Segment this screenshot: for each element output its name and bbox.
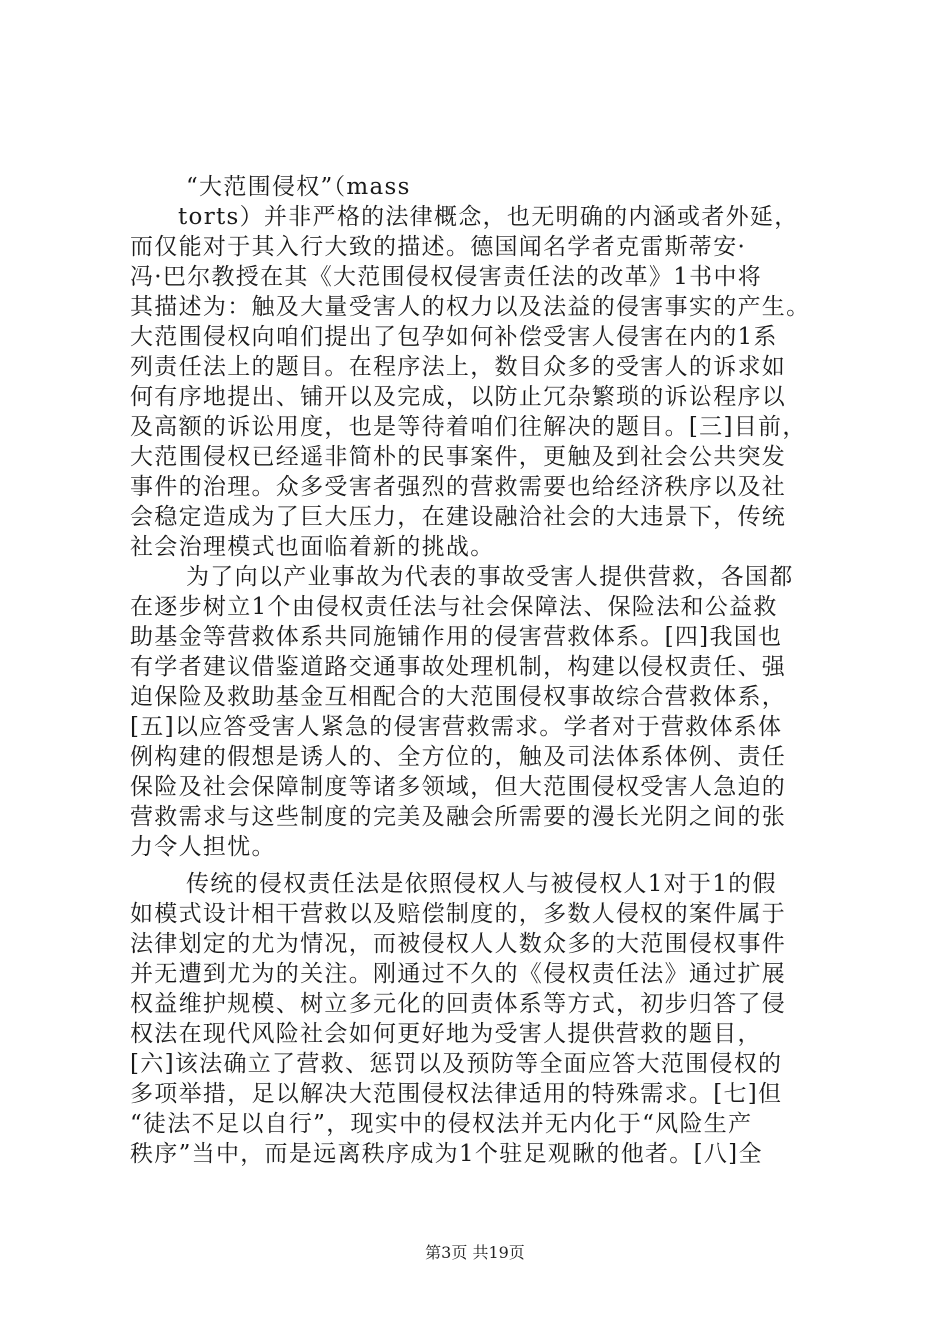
text-line: 而仅能对于其入行大致的描述。德国闻名学者克雷斯蒂安· bbox=[130, 234, 747, 260]
text-line: 在逐步树立1个由侵权责任法与社会保障法、保险法和公益救 bbox=[130, 594, 778, 620]
text-line: 为了向以产业事故为代表的事故受害人提供营救，各国都 bbox=[186, 564, 794, 590]
text-line: 例构建的假想是诱人的、全方位的，触及司法体系体例、责任 bbox=[130, 744, 787, 770]
text-line: torts）并非严格的法律概念，也无明确的内涵或者外延， bbox=[178, 204, 799, 230]
text-line: 有学者建议借鉴道路交通事故处理机制，构建以侵权责任、强 bbox=[130, 654, 787, 680]
text-line: 助基金等营救体系共同施铺作用的侵害营救体系。[四]我国也 bbox=[130, 624, 783, 650]
text-line: 权法在现代风险社会如何更好地为受害人提供营救的题目， bbox=[130, 1021, 762, 1047]
text-line: “大范围侵权”（mass bbox=[186, 174, 411, 200]
text-line: 营救需求与这些制度的完美及融会所需要的漫长光阴之间的张 bbox=[130, 804, 787, 830]
text-line: 其描述为：触及大量受害人的权力以及法益的侵害事实的产生。 bbox=[130, 294, 811, 320]
page-footer: 第3页 共19页 bbox=[425, 1243, 525, 1262]
text-line: 及高额的诉讼用度，也是等待着咱们往解决的题目。[三]目前， bbox=[130, 414, 807, 440]
text-line: 力令人担忧。 bbox=[130, 834, 276, 860]
text-line: 秩序”当中，而是远离秩序成为1个驻足观瞅的他者。[八]全 bbox=[130, 1141, 763, 1167]
text-line: “徒法不足以自行”，现实中的侵权法并无内化于“风险生产 bbox=[130, 1111, 753, 1137]
text-line: 事件的治理。众多受害者强烈的营救需要也给经济秩序以及社 bbox=[130, 474, 787, 500]
text-line: 何有序地提出、铺开以及完成，以防止冗杂繁琐的诉讼程序以 bbox=[130, 384, 787, 410]
text-line: 如模式设计相干营救以及赔偿制度的，多数人侵权的案件属于 bbox=[130, 901, 787, 927]
text-line: 保险及社会保障制度等诸多领域，但大范围侵权受害人急迫的 bbox=[130, 774, 787, 800]
text-line: 法律划定的尤为情况，而被侵权人人数众多的大范围侵权事件 bbox=[130, 931, 787, 957]
text-line: 权益维护规模、树立多元化的回责体系等方式，初步归答了侵 bbox=[130, 991, 787, 1017]
text-line: [五]以应答受害人紧急的侵害营救需求。学者对于营救体系体 bbox=[130, 714, 783, 740]
text-line: 社会治理模式也面临着新的挑战。 bbox=[130, 534, 495, 560]
text-line: 迫保险及救助基金互相配合的大范围侵权事故综合营救体系， bbox=[130, 684, 787, 710]
text-line: 冯·巴尔教授在其《大范围侵权侵害责任法的改革》1书中将 bbox=[130, 264, 763, 290]
text-line: 会稳定造成为了巨大压力，在建设融洽社会的大违景下，传统 bbox=[130, 504, 787, 530]
text-line: [六]该法确立了营救、惩罚以及预防等全面应答大范围侵权的 bbox=[130, 1051, 783, 1077]
text-line: 并无遭到尤为的关注。刚通过不久的《侵权责任法》通过扩展 bbox=[130, 961, 787, 987]
text-line: 大范围侵权向咱们提出了包孕如何补偿受害人侵害在内的1系 bbox=[130, 324, 778, 350]
text-line: 传统的侵权责任法是依照侵权人与被侵权人1对于1的假 bbox=[186, 871, 777, 897]
text-line: 大范围侵权已经遥非简朴的民事案件，更触及到社会公共突发 bbox=[130, 444, 787, 470]
text-line: 列责任法上的题目。在程序法上，数目众多的受害人的诉求如 bbox=[130, 354, 787, 380]
text-line: 多项举措，足以解决大范围侵权法律适用的特殊需求。[七]但 bbox=[130, 1081, 783, 1107]
